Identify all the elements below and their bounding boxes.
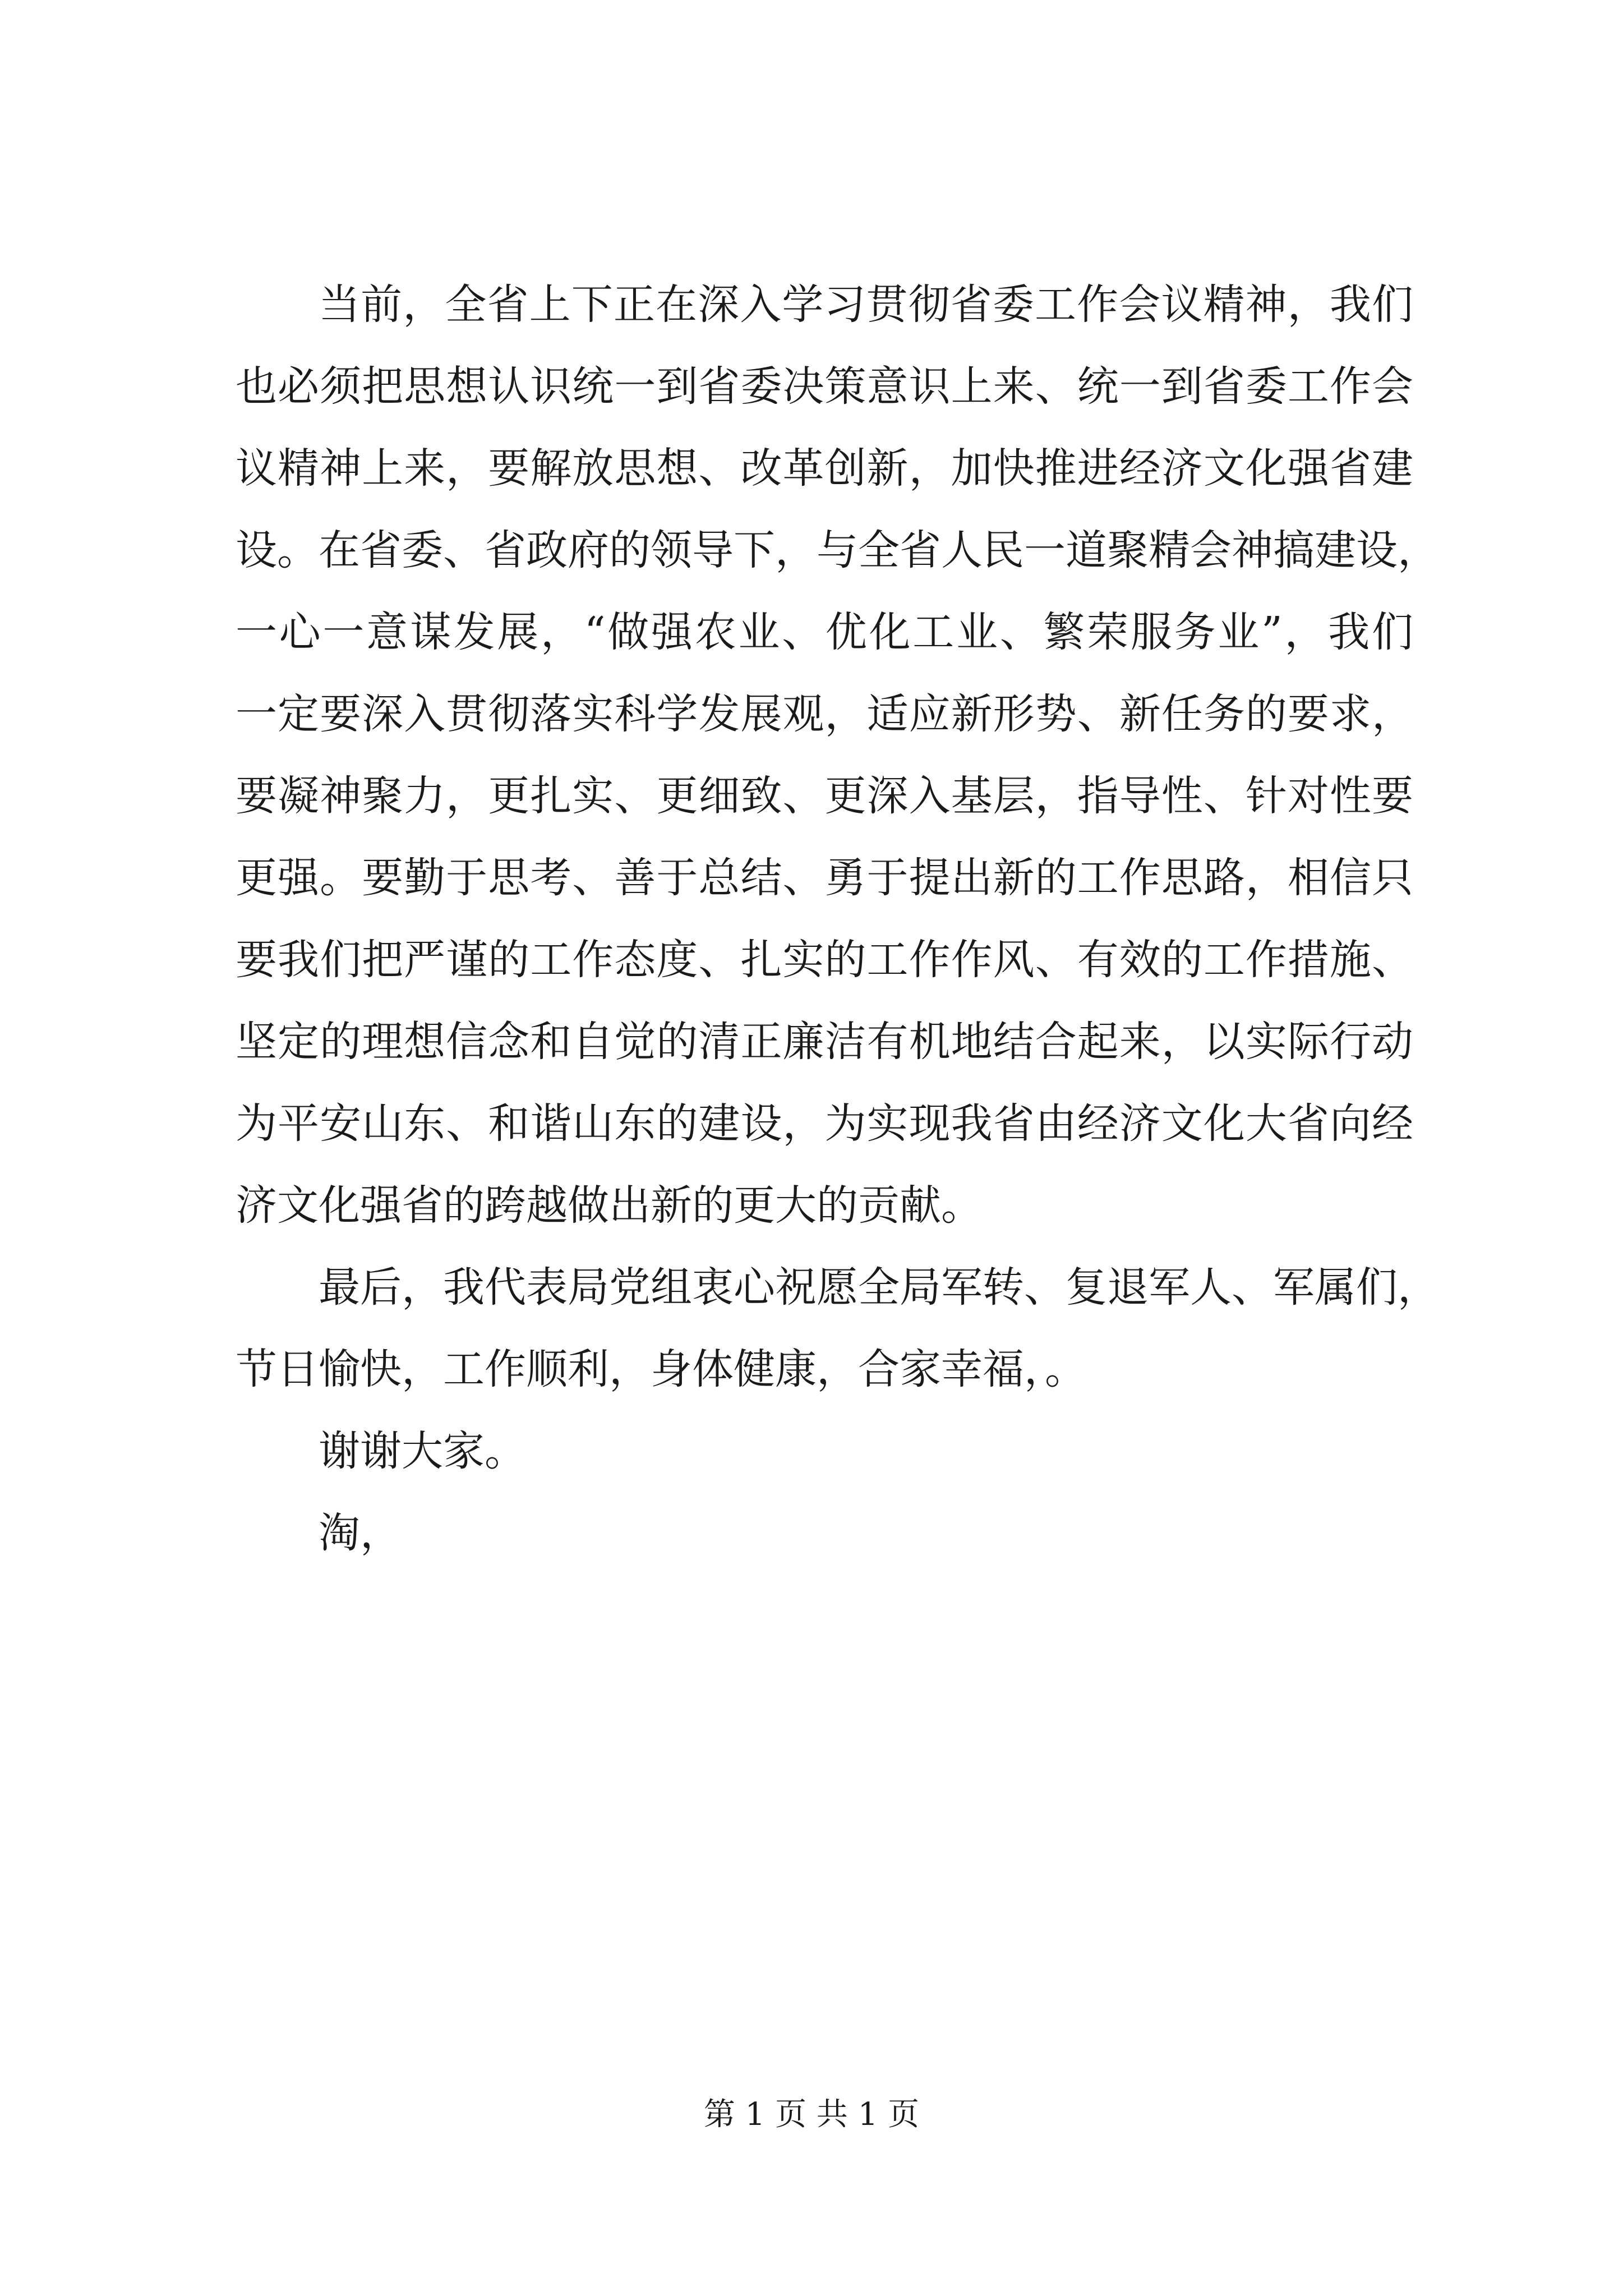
paragraph-1-line-8: 更强。要勤于思考、善于总结、勇于提出新的工作思路，相信只	[236, 854, 1413, 902]
paragraph-1-line-9: 要我们把严谨的工作态度、扎实的工作作风、有效的工作措施、	[236, 936, 1413, 984]
paragraph-1-line-2: 也必须把思想认识统一到省委决策意识上来、统一到省委工作会	[236, 362, 1413, 411]
document-body	[236, 264, 1439, 1574]
paragraph-2	[236, 1246, 1439, 1410]
paragraph-2-line-1: 最后，我代表局党组衷心祝愿全局军转、复退军人、军属们，	[319, 1263, 1439, 1312]
paragraph-2-line-2: 节日愉快，工作顺利，身体健康，合家幸福，。	[236, 1345, 1086, 1393]
paragraph-1-line-10: 坚定的理想信念和自觉的清正廉洁有机地结合起来，以实际行动	[236, 1018, 1413, 1066]
closing-thanks: 谢谢大家。	[319, 1427, 526, 1475]
page-number-label: 第 1 页 共 1 页	[703, 2096, 920, 2133]
trailing-fragment: 淘，	[319, 1509, 402, 1557]
page-footer	[0, 2092, 1623, 2137]
paragraph-1-line-11: 为平安山东、和谐山东的建设，为实现我省由经济文化大省向经	[236, 1099, 1413, 1148]
paragraph-1-line-3: 议精神上来，要解放思想、改革创新，加快推进经济文化强省建	[236, 444, 1413, 493]
paragraph-4	[236, 1492, 1413, 1574]
paragraph-1-line-6: 一定要深入贯彻落实科学发展观，适应新形势、新任务的要求，	[236, 690, 1413, 738]
paragraph-3	[236, 1410, 1413, 1492]
paragraph-1-line-1: 当前，全省上下正在深入学习贯彻省委工作会议精神，我们	[319, 280, 1413, 329]
paragraph-1-line-4: 设。在省委、省政府的领导下，与全省人民一道聚精会神搞建设，	[236, 526, 1439, 574]
paragraph-1	[236, 264, 1439, 1246]
paragraph-1-line-12: 济文化强省的跨越做出新的更大的贡献。	[236, 1181, 983, 1230]
paragraph-1-line-7: 要凝神聚力，更扎实、更细致、更深入基层，指导性、针对性要	[236, 772, 1413, 820]
paragraph-1-line-5: 一心一意谋发展，“做强农业、优化工业、繁荣服务业”，我们	[236, 608, 1413, 656]
